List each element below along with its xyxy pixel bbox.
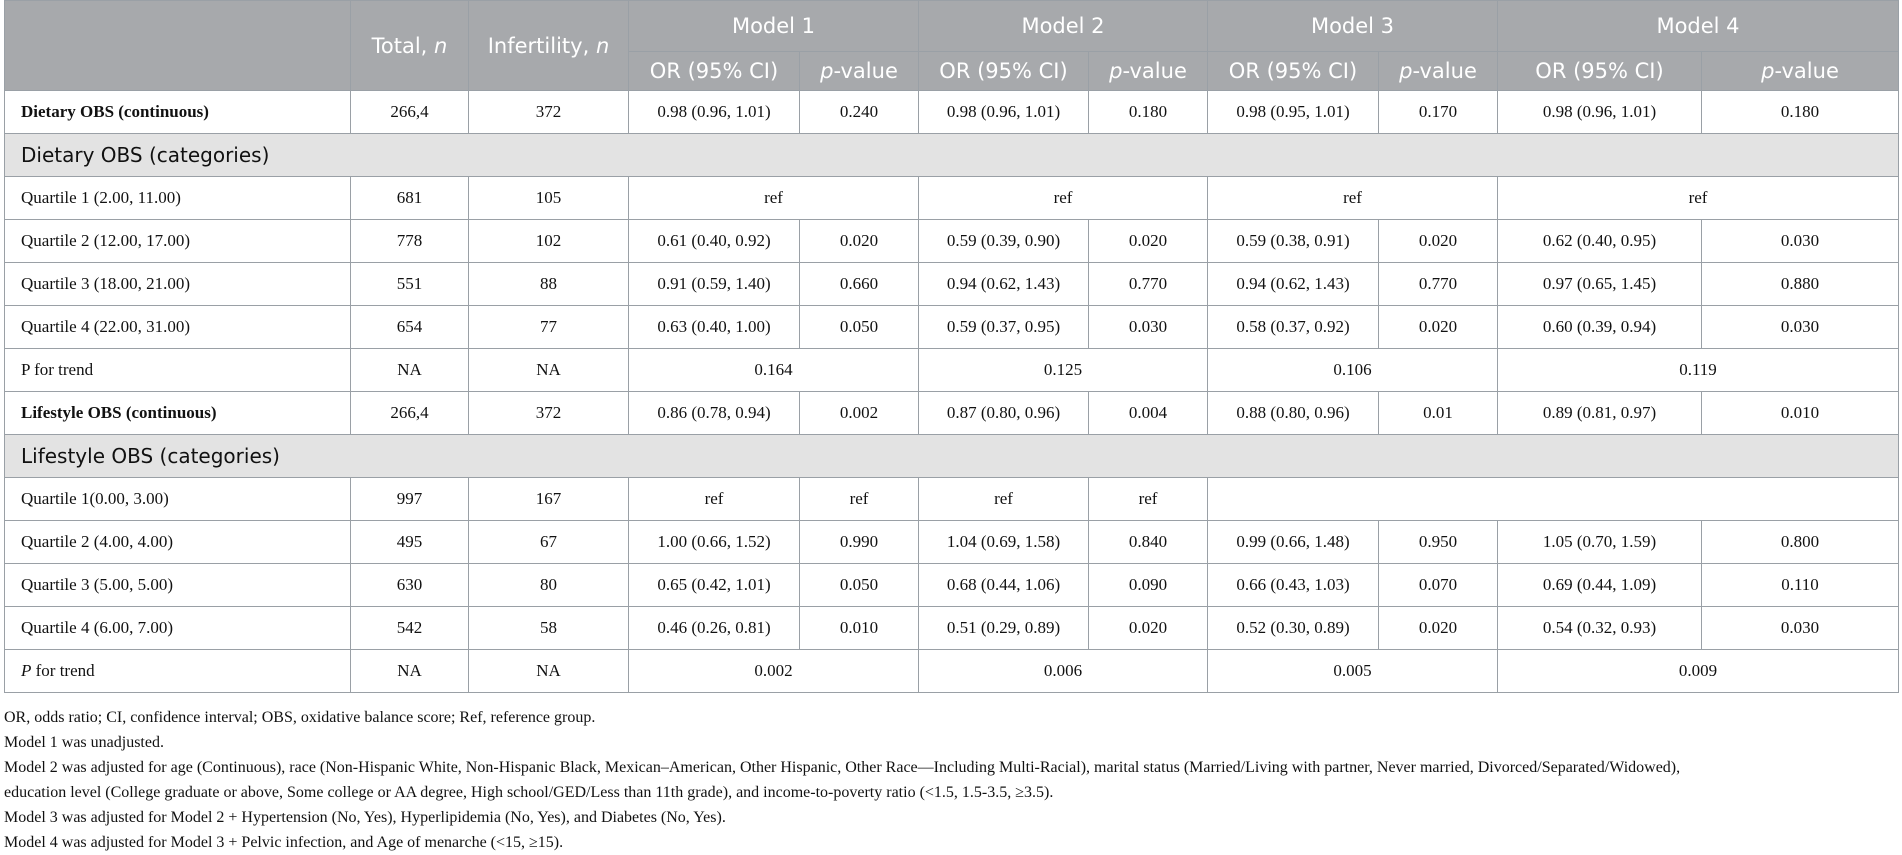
cell-p: 0.800 xyxy=(1702,521,1899,564)
cell-or: 0.87 (0.80, 0.96) xyxy=(919,392,1089,435)
header-model-4: Model 4 xyxy=(1498,1,1899,52)
cell-trend: 0.009 xyxy=(1498,650,1899,693)
cell-p: 0.030 xyxy=(1702,306,1899,349)
cell-or: 0.59 (0.37, 0.95) xyxy=(919,306,1089,349)
cell-infertility: NA xyxy=(469,650,629,693)
cell-or: 0.61 (0.40, 0.92) xyxy=(629,220,800,263)
cell-or: 0.66 (0.43, 1.03) xyxy=(1208,564,1379,607)
cell-trend: 0.164 xyxy=(629,349,919,392)
cell-total: NA xyxy=(351,349,469,392)
row-label: Quartile 4 (22.00, 31.00) xyxy=(5,306,351,349)
cell-total: 681 xyxy=(351,177,469,220)
row-label: Quartile 2 (4.00, 4.00) xyxy=(5,521,351,564)
cell-total: 654 xyxy=(351,306,469,349)
cell-or: 0.59 (0.39, 0.90) xyxy=(919,220,1089,263)
cell-or: 0.58 (0.37, 0.92) xyxy=(1208,306,1379,349)
cell-p: 0.004 xyxy=(1089,392,1208,435)
table-row xyxy=(5,564,1899,607)
cell-infertility: NA xyxy=(469,349,629,392)
cell-or: 0.99 (0.66, 1.48) xyxy=(1208,521,1379,564)
cell-infertility: 58 xyxy=(469,607,629,650)
cell-p: 0.170 xyxy=(1379,91,1498,134)
cell-or: 0.54 (0.32, 0.93) xyxy=(1498,607,1702,650)
cell-or: 0.98 (0.96, 1.01) xyxy=(1498,91,1702,134)
table-row xyxy=(5,349,1899,392)
cell-ref: ref xyxy=(919,177,1208,220)
row-label: Quartile 3 (18.00, 21.00) xyxy=(5,263,351,306)
row-label: Quartile 1(0.00, 3.00) xyxy=(5,478,351,521)
footnote: education level (College graduate or above, Some college or AA degree, High school/GED/Less than 11th grade), and income-to-poverty ratio (<1.5, 1.5-3.5, ≥3.5). xyxy=(4,784,1054,801)
table-row xyxy=(5,478,1899,521)
cell-p: 0.070 xyxy=(1379,564,1498,607)
section-title: Lifestyle OBS (categories) xyxy=(5,435,1899,478)
header-or: OR (95% CI) xyxy=(919,52,1089,91)
header-p: p-value xyxy=(1702,52,1899,91)
row-label: Quartile 2 (12.00, 17.00) xyxy=(5,220,351,263)
table-row xyxy=(5,220,1899,263)
cell-or: 0.68 (0.44, 1.06) xyxy=(919,564,1089,607)
cell-infertility: 105 xyxy=(469,177,629,220)
footnote: Model 4 was adjusted for Model 3 + Pelvic infection, and Age of menarche (<15, ≥15). xyxy=(4,834,564,851)
cell-total: 630 xyxy=(351,564,469,607)
cell-p: 0.050 xyxy=(800,306,919,349)
cell-infertility: 372 xyxy=(469,392,629,435)
header-infertility: Infertility, n xyxy=(469,1,629,91)
cell-p: ref xyxy=(800,478,919,521)
cell-p: 0.110 xyxy=(1702,564,1899,607)
cell-p: 0.240 xyxy=(800,91,919,134)
cell-p: 0.180 xyxy=(1089,91,1208,134)
cell-total: 266,4 xyxy=(351,91,469,134)
cell-infertility: 77 xyxy=(469,306,629,349)
cell-p: 0.050 xyxy=(800,564,919,607)
header-or: OR (95% CI) xyxy=(629,52,800,91)
cell-trend: 0.005 xyxy=(1208,650,1498,693)
results-table xyxy=(4,0,1899,693)
header-or: OR (95% CI) xyxy=(1208,52,1379,91)
cell-infertility: 167 xyxy=(469,478,629,521)
cell-or: 0.59 (0.38, 0.91) xyxy=(1208,220,1379,263)
cell-total: 266,4 xyxy=(351,392,469,435)
section-title: Dietary OBS (categories) xyxy=(5,134,1899,177)
cell-or: 0.94 (0.62, 1.43) xyxy=(919,263,1089,306)
section-row xyxy=(5,134,1899,177)
cell-p: 0.020 xyxy=(800,220,919,263)
header-p: p-value xyxy=(1089,52,1208,91)
table-row xyxy=(5,91,1899,134)
cell-or: ref xyxy=(919,478,1089,521)
header-model-3: Model 3 xyxy=(1208,1,1498,52)
cell-trend: 0.125 xyxy=(919,349,1208,392)
cell-p: 0.030 xyxy=(1702,220,1899,263)
cell-ref: ref xyxy=(1498,177,1899,220)
results-table-container xyxy=(4,0,1898,855)
cell-total: NA xyxy=(351,650,469,693)
cell-or: ref xyxy=(629,478,800,521)
cell-p: 0.950 xyxy=(1379,521,1498,564)
cell-infertility: 372 xyxy=(469,91,629,134)
cell-p: 0.020 xyxy=(1379,607,1498,650)
cell-total: 495 xyxy=(351,521,469,564)
cell-trend: 0.106 xyxy=(1208,349,1498,392)
cell-or: 1.04 (0.69, 1.58) xyxy=(919,521,1089,564)
header-model-1: Model 1 xyxy=(629,1,919,52)
cell-p: 0.030 xyxy=(1702,607,1899,650)
table-row xyxy=(5,521,1899,564)
cell-p: 0.840 xyxy=(1089,521,1208,564)
cell-p: 0.020 xyxy=(1379,306,1498,349)
cell-total: 997 xyxy=(351,478,469,521)
cell-or: 0.69 (0.44, 1.09) xyxy=(1498,564,1702,607)
cell-ref: ref xyxy=(1208,177,1498,220)
cell-p: 0.660 xyxy=(800,263,919,306)
cell-trend: 0.006 xyxy=(919,650,1208,693)
cell-or: 0.86 (0.78, 0.94) xyxy=(629,392,800,435)
cell-total: 778 xyxy=(351,220,469,263)
cell-trend: 0.002 xyxy=(629,650,919,693)
cell-or: 0.98 (0.96, 1.01) xyxy=(919,91,1089,134)
cell-p: 0.010 xyxy=(800,607,919,650)
row-label: P for trend xyxy=(5,650,351,693)
table-footnotes xyxy=(4,705,1898,855)
cell-p: 0.020 xyxy=(1089,607,1208,650)
cell-or: 0.88 (0.80, 0.96) xyxy=(1208,392,1379,435)
cell-or: 0.60 (0.39, 0.94) xyxy=(1498,306,1702,349)
header-blank xyxy=(5,1,351,91)
cell-p: 0.990 xyxy=(800,521,919,564)
header-or: OR (95% CI) xyxy=(1498,52,1702,91)
cell-empty xyxy=(1208,478,1899,521)
table-row xyxy=(5,650,1899,693)
cell-p: 0.090 xyxy=(1089,564,1208,607)
footnote: Model 1 was unadjusted. xyxy=(4,734,164,751)
cell-or: 0.98 (0.96, 1.01) xyxy=(629,91,800,134)
footnote: Model 2 was adjusted for age (Continuous), race (Non-Hispanic White, Non-Hispanic Black, Mexican–American, Other Hispanic, Other Race—Including Multi-Racial), marital status (Married/Living with partner, Never married, Divorced/Separated/Widowed), xyxy=(4,759,1681,776)
cell-p: 0.770 xyxy=(1379,263,1498,306)
footnote: OR, odds ratio; CI, confidence interval; OBS, oxidative balance score; Ref, reference group. xyxy=(4,709,596,726)
cell-or: 0.89 (0.81, 0.97) xyxy=(1498,392,1702,435)
table-header xyxy=(5,1,1899,91)
cell-or: 0.98 (0.95, 1.01) xyxy=(1208,91,1379,134)
cell-infertility: 88 xyxy=(469,263,629,306)
cell-or: 0.51 (0.29, 0.89) xyxy=(919,607,1089,650)
cell-trend: 0.119 xyxy=(1498,349,1899,392)
header-model-2: Model 2 xyxy=(919,1,1208,52)
cell-or: 0.52 (0.30, 0.89) xyxy=(1208,607,1379,650)
cell-p: ref xyxy=(1089,478,1208,521)
cell-infertility: 102 xyxy=(469,220,629,263)
cell-total: 551 xyxy=(351,263,469,306)
cell-p: 0.030 xyxy=(1089,306,1208,349)
cell-or: 0.91 (0.59, 1.40) xyxy=(629,263,800,306)
cell-or: 1.05 (0.70, 1.59) xyxy=(1498,521,1702,564)
cell-or: 0.46 (0.26, 0.81) xyxy=(629,607,800,650)
cell-or: 0.97 (0.65, 1.45) xyxy=(1498,263,1702,306)
cell-total: 542 xyxy=(351,607,469,650)
cell-p: 0.01 xyxy=(1379,392,1498,435)
cell-p: 0.020 xyxy=(1089,220,1208,263)
cell-infertility: 67 xyxy=(469,521,629,564)
table-row xyxy=(5,392,1899,435)
cell-or: 0.62 (0.40, 0.95) xyxy=(1498,220,1702,263)
cell-ref: ref xyxy=(629,177,919,220)
header-p: p-value xyxy=(800,52,919,91)
table-body xyxy=(5,91,1899,693)
cell-p: 0.770 xyxy=(1089,263,1208,306)
table-row xyxy=(5,177,1899,220)
cell-infertility: 80 xyxy=(469,564,629,607)
table-row xyxy=(5,306,1899,349)
header-total: Total, n xyxy=(351,1,469,91)
cell-p: 0.180 xyxy=(1702,91,1899,134)
cell-or: 0.63 (0.40, 1.00) xyxy=(629,306,800,349)
cell-p: 0.880 xyxy=(1702,263,1899,306)
cell-p: 0.020 xyxy=(1379,220,1498,263)
cell-p: 0.010 xyxy=(1702,392,1899,435)
row-label: P for trend xyxy=(5,349,351,392)
table-row xyxy=(5,607,1899,650)
table-row xyxy=(5,263,1899,306)
cell-or: 0.94 (0.62, 1.43) xyxy=(1208,263,1379,306)
cell-p: 0.002 xyxy=(800,392,919,435)
cell-or: 1.00 (0.66, 1.52) xyxy=(629,521,800,564)
row-label: Dietary OBS (continuous) xyxy=(5,91,351,134)
row-label: Quartile 4 (6.00, 7.00) xyxy=(5,607,351,650)
row-label: Quartile 1 (2.00, 11.00) xyxy=(5,177,351,220)
header-p: p-value xyxy=(1379,52,1498,91)
cell-or: 0.65 (0.42, 1.01) xyxy=(629,564,800,607)
row-label: Quartile 3 (5.00, 5.00) xyxy=(5,564,351,607)
section-row xyxy=(5,435,1899,478)
row-label: Lifestyle OBS (continuous) xyxy=(5,392,351,435)
footnote: Model 3 was adjusted for Model 2 + Hypertension (No, Yes), Hyperlipidemia (No, Yes), and Diabetes (No, Yes). xyxy=(4,809,726,826)
